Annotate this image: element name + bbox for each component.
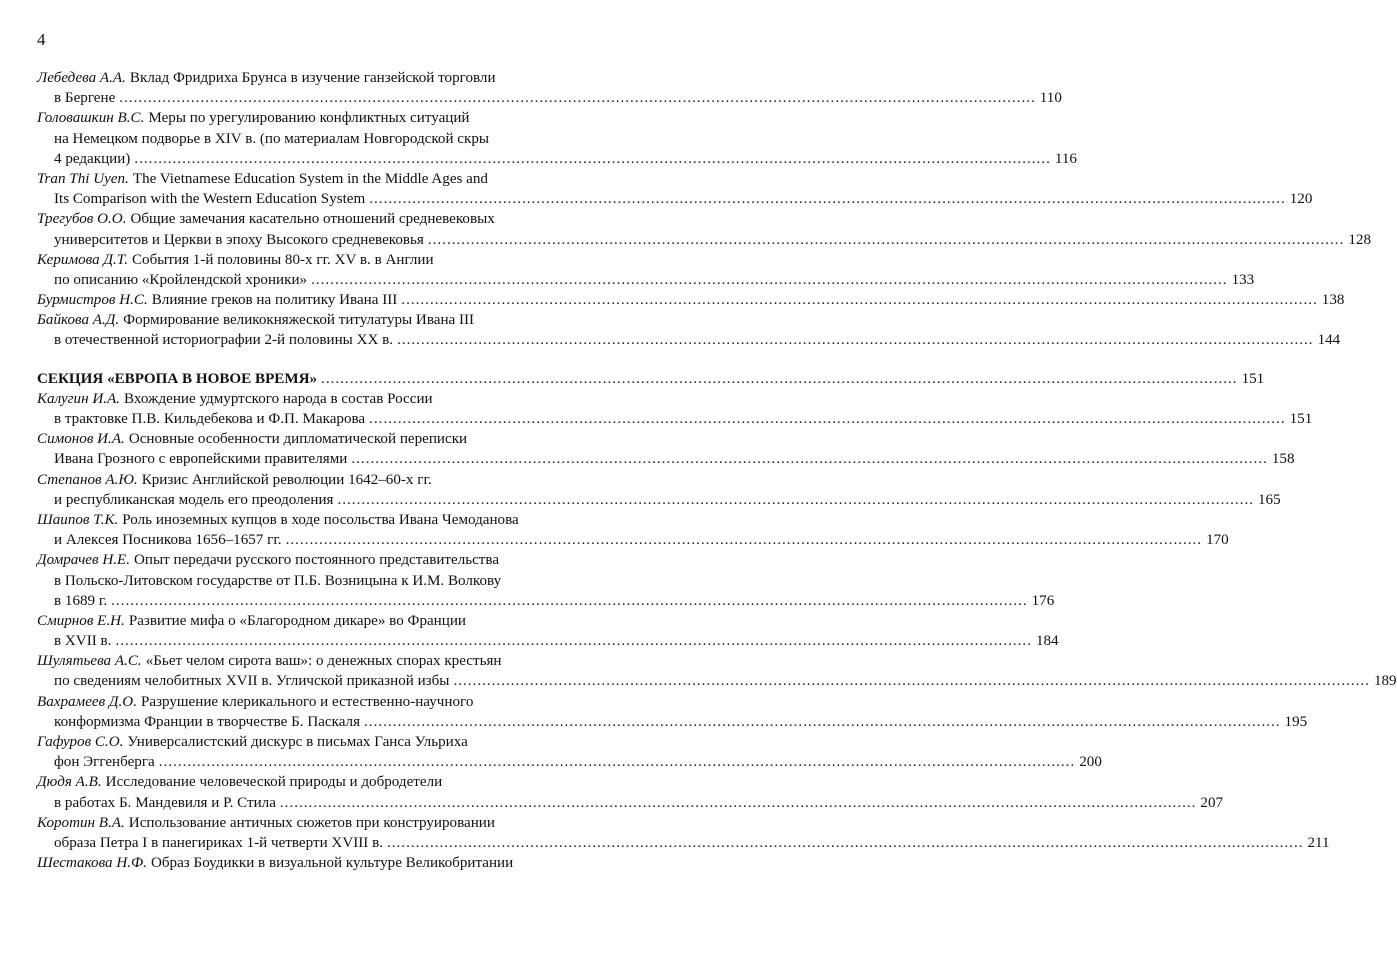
toc-entry-line: [37, 793, 1224, 813]
toc-title-text: университетов и Церкви в эпоху Высокого средневековья: [54, 231, 424, 248]
toc-entry-line: [37, 490, 1281, 510]
toc-author: Дюдя А.В.: [37, 774, 102, 791]
toc-title-text: Влияние греков на политику Ивана III: [151, 292, 398, 309]
toc-entry: [37, 250, 1255, 290]
toc-entry: [37, 692, 1308, 732]
toc-author: Гафуров С.О.: [37, 734, 124, 750]
toc-entry-line: [37, 853, 621, 873]
toc-title-text: Формирование великокняжеской титулатуры Ивана III: [123, 312, 475, 329]
toc-page-number: 195: [1284, 713, 1308, 730]
toc-entry: [37, 169, 1313, 209]
dot-leader: [115, 631, 1032, 651]
toc-entry: [37, 550, 1055, 611]
toc-page-number: 184: [1035, 633, 1059, 650]
toc-entry: [37, 310, 1341, 350]
toc-entry: [37, 389, 1313, 429]
toc-page-number: 170: [1206, 532, 1229, 549]
toc-entry-line: [37, 752, 1102, 772]
toc-entry-line: [37, 68, 621, 88]
toc-entry-line: [37, 651, 621, 671]
toc-entry-line: [37, 429, 621, 449]
dot-leader: [397, 330, 1314, 350]
toc-entry-line: [37, 189, 1313, 209]
toc-title-text: Использование античных сюжетов при конструировании: [128, 814, 495, 831]
toc-title-text: по описанию «Кройлендской хроники»: [54, 271, 308, 288]
toc-entry-line: [37, 833, 1330, 853]
dot-leader: [387, 833, 1304, 853]
dot-leader: [337, 490, 1254, 510]
toc-title-text: Кризис Английской революции 1642–60-х гг.: [141, 471, 432, 488]
toc-author: Tran Thi Uyen.: [37, 170, 129, 187]
toc-author: Симонов И.А.: [37, 431, 125, 448]
toc-title-text: «Бьет челом сирота ваш»: о денежных спорах крестьян: [145, 653, 502, 670]
toc-author: Головашкин В.С.: [37, 110, 145, 127]
toc-entry-line: [37, 510, 621, 530]
dot-leader: [364, 712, 1281, 732]
table-of-contents: [37, 68, 1397, 873]
toc-entry-line: [37, 108, 621, 128]
dot-leader: [401, 290, 1318, 310]
toc-author: Шестакова Н.Ф.: [37, 855, 147, 872]
toc-title-text: в 1689 г.: [54, 592, 108, 609]
toc-title-text: Основные особенности дипломатической переписки: [128, 431, 468, 448]
toc-entry-line: [37, 550, 621, 570]
dot-leader: [351, 449, 1268, 469]
toc-title-text: Ивана Грозного с европейскими правителями: [54, 451, 348, 468]
toc-entry-line: [37, 671, 1397, 691]
toc-title-text: Образ Боудикки в визуальной культуре Великобритании: [150, 855, 514, 872]
toc-page-number: 133: [1231, 271, 1255, 288]
toc-entry-line: [37, 813, 621, 833]
toc-title-text: в отечественной историографии 2-й половины XX в.: [54, 332, 394, 349]
toc-title-text: по сведениям челобитных XVII в. Угличской приказной избы: [54, 673, 450, 690]
dot-leader: [369, 189, 1286, 209]
toc-title-text: и республиканская модель его преодоления: [54, 491, 334, 508]
toc-author: Керимова Д.Т.: [37, 251, 128, 268]
toc-page-number: 200: [1079, 754, 1102, 771]
toc-title-text: в Польско-Литовском государстве от П.Б. Возницына к И.М. Волкову: [54, 572, 502, 589]
toc-title-text: Опыт передачи русского постоянного представительства: [134, 552, 500, 569]
toc-entry-line: [37, 310, 621, 330]
toc-entry-line: [37, 631, 1059, 651]
dot-leader: [280, 793, 1197, 813]
toc-title-text: Вхождение удмуртского народа в состав России: [124, 390, 433, 407]
toc-page-number: 165: [1257, 491, 1281, 508]
toc-entry: [37, 510, 1229, 550]
toc-entry: [37, 732, 1102, 772]
dot-leader: [159, 752, 1076, 772]
toc-title-text: Исследование человеческой природы и добродетели: [105, 774, 443, 791]
toc-author: Степанов А.Ю.: [37, 471, 138, 488]
toc-page-number: 211: [1307, 834, 1330, 851]
toc-entry-line: [37, 692, 621, 712]
toc-title-text: в работах Б. Мандевиля и Р. Стила: [54, 794, 276, 811]
toc-entry: [37, 209, 1371, 249]
dot-leader: [321, 369, 1238, 389]
toc-entry-line: [37, 169, 621, 189]
toc-entry-line: [37, 449, 1295, 469]
toc-title-text: 4 редакции): [54, 150, 131, 167]
toc-entry: [37, 470, 1281, 510]
toc-entry-line: [37, 230, 1371, 250]
toc-entry-line: [37, 250, 621, 270]
section-title: СЕКЦИЯ «ЕВРОПА В НОВОЕ ВРЕМЯ»: [37, 370, 318, 387]
toc-entry: [37, 611, 1059, 651]
page-number: 4: [37, 30, 46, 49]
dot-leader: [134, 149, 1051, 169]
dot-leader: [428, 230, 1345, 250]
toc-entry-line: [37, 330, 1341, 350]
toc-title-text: Разрушение клерикального и естественно-научного: [140, 693, 474, 710]
toc-title-text: Роль иноземных купцов в ходе посольства Ивана Чемоданова: [122, 511, 519, 528]
toc-entry: [37, 290, 1345, 310]
toc-page-number: 128: [1348, 231, 1371, 248]
toc-entry-line: [37, 129, 621, 149]
toc-title-text: Вклад Фридриха Брунса в изучение ганзейской торговли: [129, 70, 496, 86]
toc-title-text: образа Петра I в панегириках 1-й четверти XVIII в.: [54, 834, 383, 851]
dot-leader: [286, 530, 1203, 550]
toc-title-text: на Немецком подворье в XIV в. (по материалам Новгородской скры: [54, 130, 490, 147]
toc-entry-line: [37, 270, 1255, 290]
toc-entry-line: [37, 470, 621, 490]
toc-entry-line: [37, 712, 1308, 732]
toc-title-text: и Алексея Посникова 1656–1657 гг.: [54, 532, 282, 549]
toc-entry: [37, 68, 1062, 108]
dot-leader: [111, 591, 1028, 611]
toc-page-number: 110: [1039, 90, 1062, 107]
toc-entry: [37, 651, 1397, 691]
toc-author: Байкова А.Д.: [37, 312, 120, 329]
toc-page-number: 189: [1373, 673, 1397, 690]
toc-title-text: Развитие мифа о «Благородном дикаре» во Франции: [128, 612, 466, 629]
section-spacer: [37, 351, 621, 369]
toc-entry-line: [37, 88, 1062, 108]
toc-entry: [37, 108, 1077, 169]
toc-title-text: в XVII в.: [54, 633, 112, 650]
toc-author: Домрачев Н.Е.: [37, 552, 130, 569]
dot-leader: [311, 270, 1228, 290]
toc-page-number: 207: [1200, 794, 1224, 811]
toc-page-number: 176: [1031, 592, 1055, 609]
toc-title-text: фон Эггенберга: [54, 754, 155, 771]
toc-entry-line: [37, 591, 1055, 611]
section-page-number: 151: [1241, 370, 1265, 387]
toc-author: Шулятьева А.С.: [37, 653, 142, 670]
toc-entry-line: [37, 389, 621, 409]
toc-title-text: конформизма Франции в творчестве Б. Паскаля: [54, 713, 361, 730]
toc-author: Лебедева А.А.: [37, 70, 126, 86]
toc-entry-line: [37, 290, 1345, 310]
toc-entry-line: [37, 611, 621, 631]
toc-author: Шаипов Т.К.: [37, 511, 119, 528]
toc-title-text: The Vietnamese Education System in the Middle Ages and: [132, 170, 488, 187]
toc-author: Коротин В.А.: [37, 814, 125, 831]
dot-leader: [369, 409, 1286, 429]
toc-entry: [37, 772, 1224, 812]
toc-entry-line: [37, 149, 1077, 169]
toc-title-text: События 1-й половины 80-х гг. XV в. в Англии: [131, 251, 434, 268]
toc-entry: [37, 429, 1295, 469]
toc-page-number: 116: [1054, 150, 1077, 167]
toc-entry-line: [37, 409, 1313, 429]
toc-author: Смирнов Е.Н.: [37, 612, 125, 629]
toc-entry-line: [37, 732, 621, 752]
toc-entry-line: [37, 571, 621, 591]
toc-author: Бурмистров Н.С.: [37, 292, 148, 309]
dot-leader: [453, 671, 1370, 691]
toc-page-number: 144: [1317, 332, 1341, 349]
toc-entry: [37, 853, 621, 873]
toc-title-text: в Бергене: [54, 90, 116, 107]
toc-author: Трегубов О.О.: [37, 211, 127, 228]
toc-title-text: Its Comparison with the Western Education System: [54, 191, 366, 208]
toc-author: Калугин И.А.: [37, 390, 121, 407]
toc-title-text: Общие замечания касательно отношений средневековых: [130, 211, 495, 228]
toc-title-text: Универсалистский дискурс в письмах Ганса Ульриха: [127, 734, 468, 750]
toc-page-number: 120: [1289, 191, 1313, 208]
toc-entry: [37, 813, 1330, 853]
toc-page-number: 158: [1271, 451, 1295, 468]
toc-title-text: Меры по урегулированию конфликтных ситуаций: [148, 110, 470, 127]
dot-leader: [119, 88, 1036, 108]
toc-page-number: 151: [1289, 411, 1313, 427]
toc-entry-line: [37, 772, 621, 792]
toc-entry-line: [37, 209, 621, 229]
toc-author: Вахрамеев Д.О.: [37, 693, 137, 710]
toc-page-number: 138: [1321, 292, 1345, 309]
toc-entry-line: [37, 530, 1229, 550]
toc-title-text: в трактовке П.В. Кильдебекова и Ф.П. Макарова: [54, 411, 366, 427]
section-heading: [37, 369, 1265, 389]
